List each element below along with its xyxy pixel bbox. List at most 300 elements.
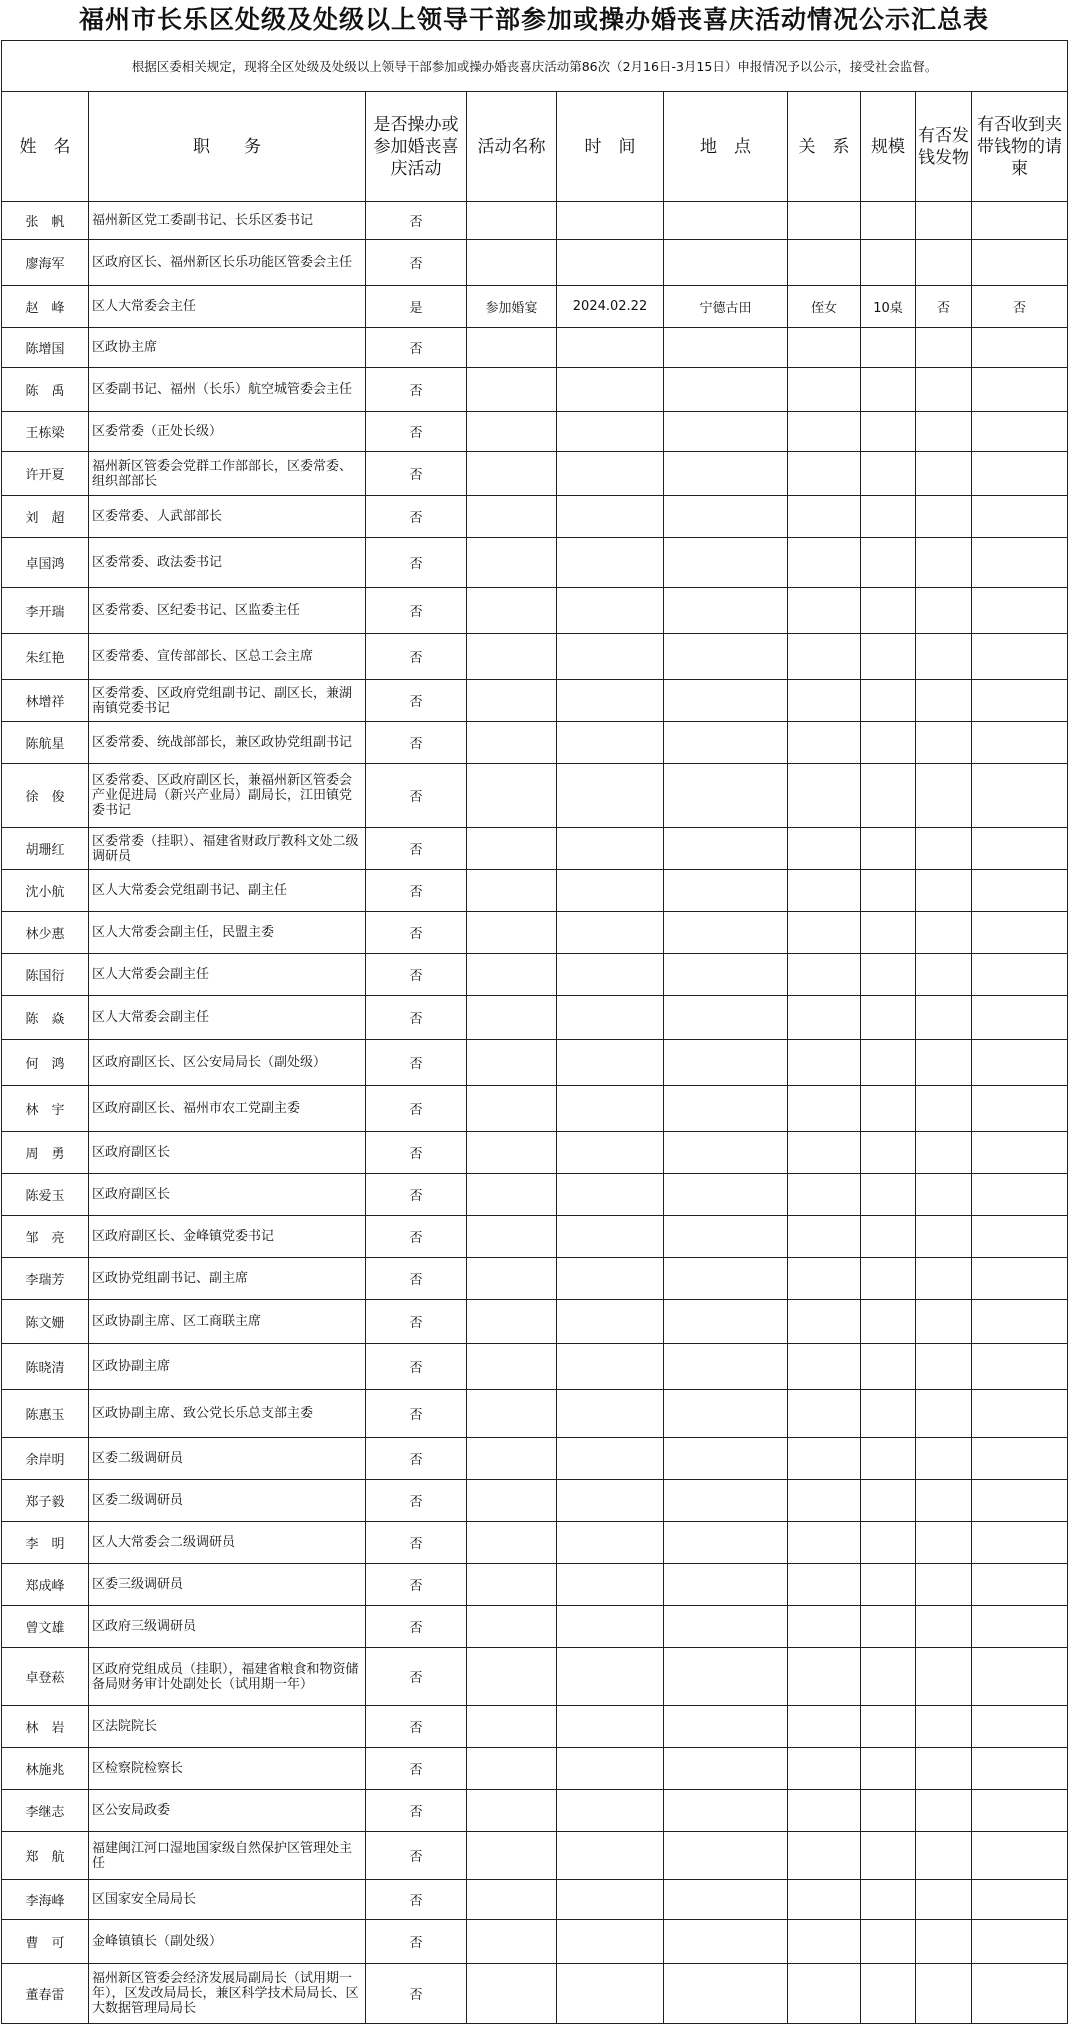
cell-money [916,1216,972,1258]
cell-activity [467,1174,557,1216]
cell-activity [467,496,557,538]
cell-name: 曹 可 [2,1920,89,1964]
cell-post: 区政府副区长、金峰镇党委书记 [89,1216,366,1258]
cell-scale [861,1132,916,1174]
cell-scale [861,1880,916,1920]
cell-time [557,1790,664,1832]
cell-flag: 否 [366,1438,467,1480]
cell-scale [861,1564,916,1606]
cell-scale [861,240,916,286]
cell-scale [861,1300,916,1344]
cell-place [664,1344,788,1390]
cell-post: 区委常委、统战部部长，兼区政协党组副书记 [89,722,366,764]
cell-flag: 否 [366,1920,467,1964]
table-row [2,1706,1068,1748]
cell-place [664,996,788,1040]
cell-activity [467,452,557,496]
cell-money [916,1564,972,1606]
cell-money [916,1344,972,1390]
cell-relation [788,1300,861,1344]
cell-invite [972,1390,1068,1438]
cell-place: 宁德古田 [664,286,788,328]
cell-scale [861,452,916,496]
cell-flag: 否 [366,1390,467,1438]
cell-invite [972,912,1068,954]
cell-flag: 否 [366,328,467,368]
cell-place [664,1564,788,1606]
cell-place [664,1920,788,1964]
cell-invite [972,1132,1068,1174]
cell-money [916,1438,972,1480]
cell-relation [788,588,861,634]
cell-flag: 否 [366,368,467,412]
cell-post: 区委常委（挂职）、福建省财政厅教科文处二级调研员 [89,828,366,870]
cell-relation [788,996,861,1040]
cell-flag: 否 [366,1480,467,1522]
cell-relation [788,1174,861,1216]
cell-post: 区政府区长、福州新区长乐功能区管委会主任 [89,240,366,286]
cell-flag: 否 [366,722,467,764]
table-row [2,1438,1068,1480]
cell-time [557,996,664,1040]
cell-time [557,1344,664,1390]
cell-relation [788,1648,861,1706]
cell-money [916,1522,972,1564]
cell-time [557,912,664,954]
cell-name: 刘 超 [2,496,89,538]
cell-place [664,1880,788,1920]
cell-relation [788,1086,861,1132]
cell-post: 区委二级调研员 [89,1480,366,1522]
cell-flag: 否 [366,1606,467,1648]
table-row [2,240,1068,286]
cell-activity [467,1522,557,1564]
cell-place [664,328,788,368]
cell-name: 卓国鸿 [2,538,89,588]
cell-scale [861,588,916,634]
cell-place [664,1706,788,1748]
cell-money [916,368,972,412]
cell-time [557,538,664,588]
cell-place [664,1748,788,1790]
cell-flag: 否 [366,412,467,452]
table-row [2,764,1068,828]
table-row [2,1216,1068,1258]
cell-post: 区委常委、区政府党组副书记、副区长，兼湖南镇党委书记 [89,680,366,722]
cell-time [557,1086,664,1132]
cell-place [664,1216,788,1258]
table-row [2,588,1068,634]
cell-name: 董春雷 [2,1964,89,2024]
cell-scale [861,328,916,368]
cell-scale [861,1174,916,1216]
cell-invite [972,368,1068,412]
cell-place [664,1964,788,2024]
cell-activity [467,1132,557,1174]
cell-place [664,240,788,286]
cell-activity [467,1706,557,1748]
cell-activity [467,1748,557,1790]
cell-place [664,1390,788,1438]
header-row [2,92,1068,202]
cell-name: 陈增国 [2,328,89,368]
cell-time [557,954,664,996]
cell-name: 李继志 [2,1790,89,1832]
cell-name: 林 岩 [2,1706,89,1748]
cell-money [916,1086,972,1132]
cell-activity [467,1086,557,1132]
cell-relation [788,870,861,912]
header-scale: 规模 [861,92,916,202]
cell-flag: 否 [366,1648,467,1706]
cell-money [916,538,972,588]
cell-place [664,412,788,452]
cell-activity [467,1564,557,1606]
header-time: 时 间 [557,92,664,202]
cell-activity [467,1832,557,1880]
cell-invite [972,1344,1068,1390]
cell-flag: 否 [366,634,467,680]
cell-place [664,1790,788,1832]
cell-name: 卓登菘 [2,1648,89,1706]
cell-money [916,1706,972,1748]
cell-name: 王栋梁 [2,412,89,452]
cell-relation [788,1748,861,1790]
cell-post: 区政府副区长、福州市农工党副主委 [89,1086,366,1132]
cell-activity [467,202,557,240]
cell-scale [861,1258,916,1300]
cell-flag: 否 [366,1300,467,1344]
cell-post: 区国家安全局局长 [89,1880,366,1920]
cell-activity [467,1344,557,1390]
cell-place [664,1040,788,1086]
cell-invite [972,1216,1068,1258]
cell-relation [788,1832,861,1880]
cell-relation [788,1390,861,1438]
cell-invite: 否 [972,286,1068,328]
cell-scale [861,1606,916,1648]
cell-time: 2024.02.22 [557,286,664,328]
cell-name: 李开瑞 [2,588,89,634]
cell-post: 区委二级调研员 [89,1438,366,1480]
cell-scale: 10桌 [861,286,916,328]
cell-flag: 否 [366,1790,467,1832]
cell-invite [972,1438,1068,1480]
cell-scale [861,1790,916,1832]
cell-place [664,368,788,412]
cell-relation [788,764,861,828]
cell-relation [788,412,861,452]
cell-money [916,1880,972,1920]
cell-activity [467,1300,557,1344]
cell-invite [972,764,1068,828]
cell-scale [861,1040,916,1086]
table-row [2,202,1068,240]
cell-scale [861,412,916,452]
cell-flag: 否 [366,828,467,870]
cell-relation [788,912,861,954]
cell-flag: 否 [366,1748,467,1790]
cell-money [916,412,972,452]
cell-time [557,1564,664,1606]
cell-money [916,1040,972,1086]
cell-scale [861,1832,916,1880]
table-row [2,1132,1068,1174]
cell-time [557,328,664,368]
cell-invite [972,828,1068,870]
cell-time [557,1390,664,1438]
cell-place [664,1132,788,1174]
cell-time [557,828,664,870]
notice-text: 根据区委相关规定，现将全区处级及处级以上领导干部参加或操办婚丧喜庆活动第86次（2月16日-3月15日）申报情况予以公示，接受社会监督。 [2,41,1068,92]
table-row [2,1480,1068,1522]
cell-activity [467,240,557,286]
cell-activity [467,870,557,912]
cell-post: 区政协副主席、致公党长乐总支部主委 [89,1390,366,1438]
cell-invite [972,1606,1068,1648]
table-row [2,1648,1068,1706]
cell-name: 余岸明 [2,1438,89,1480]
cell-invite [972,1748,1068,1790]
cell-relation [788,1132,861,1174]
cell-name: 曾文雄 [2,1606,89,1648]
table-row [2,496,1068,538]
cell-invite [972,240,1068,286]
cell-place [664,722,788,764]
cell-name: 陈 禹 [2,368,89,412]
header-relation: 关 系 [788,92,861,202]
cell-activity [467,1880,557,1920]
cell-post: 区人大常委会副主任 [89,954,366,996]
cell-relation [788,328,861,368]
cell-time [557,634,664,680]
cell-time [557,1648,664,1706]
cell-time [557,202,664,240]
cell-invite [972,1086,1068,1132]
cell-relation [788,368,861,412]
table-row [2,286,1068,328]
cell-invite [972,328,1068,368]
cell-invite [972,870,1068,912]
cell-invite [972,1706,1068,1748]
cell-relation [788,1258,861,1300]
cell-name: 陈国衍 [2,954,89,996]
cell-relation [788,1606,861,1648]
cell-time [557,1706,664,1748]
cell-activity [467,1790,557,1832]
cell-time [557,870,664,912]
cell-name: 邹 亮 [2,1216,89,1258]
table-row [2,368,1068,412]
table-row [2,1086,1068,1132]
cell-money [916,996,972,1040]
cell-relation [788,722,861,764]
cell-place [664,452,788,496]
table-row [2,1790,1068,1832]
table-row [2,1964,1068,2024]
cell-place [664,912,788,954]
cell-flag: 否 [366,240,467,286]
cell-invite [972,412,1068,452]
cell-time [557,680,664,722]
cell-flag: 否 [366,1832,467,1880]
page-title: 福州市长乐区处级及处级以上领导干部参加或操办婚丧喜庆活动情况公示汇总表 [78,5,989,34]
cell-flag: 否 [366,1174,467,1216]
cell-relation [788,1522,861,1564]
cell-relation [788,1964,861,2024]
cell-flag: 否 [366,996,467,1040]
cell-scale [861,1964,916,2024]
cell-place [664,1648,788,1706]
cell-place [664,1258,788,1300]
cell-post: 区政协主席 [89,328,366,368]
cell-name: 张 帆 [2,202,89,240]
cell-activity [467,764,557,828]
cell-flag: 否 [366,588,467,634]
cell-money [916,1606,972,1648]
cell-relation [788,1564,861,1606]
cell-invite [972,1480,1068,1522]
table-row [2,412,1068,452]
cell-time [557,1832,664,1880]
cell-name: 陈文姗 [2,1300,89,1344]
cell-place [664,634,788,680]
cell-invite [972,1964,1068,2024]
cell-place [664,1300,788,1344]
table-row [2,1522,1068,1564]
cell-relation [788,1438,861,1480]
cell-name: 陈晓清 [2,1344,89,1390]
cell-relation [788,1920,861,1964]
cell-activity [467,996,557,1040]
cell-money [916,912,972,954]
cell-post: 区检察院检察长 [89,1748,366,1790]
cell-time [557,452,664,496]
cell-name: 周 勇 [2,1132,89,1174]
cell-relation [788,634,861,680]
cell-scale [861,1438,916,1480]
cell-invite [972,1648,1068,1706]
table-row [2,722,1068,764]
cell-relation: 侄女 [788,286,861,328]
cell-invite [972,452,1068,496]
cell-money [916,1748,972,1790]
cell-money [916,452,972,496]
cell-post: 福州新区管委会经济发展局副局长（试用期一年），区发改局局长，兼区科学技术局局长、区大数据管理局局长 [89,1964,366,2024]
table-row [2,452,1068,496]
cell-place [664,1438,788,1480]
cell-post: 区政协党组副书记、副主席 [89,1258,366,1300]
cell-flag: 否 [366,1706,467,1748]
cell-scale [861,870,916,912]
cell-flag: 否 [366,1964,467,2024]
cell-time [557,1040,664,1086]
cell-post: 福州新区党工委副书记、长乐区委书记 [89,202,366,240]
cell-money [916,202,972,240]
cell-post: 区政府副区长、区公安局局长（副处级） [89,1040,366,1086]
cell-post: 区政协副主席、区工商联主席 [89,1300,366,1344]
cell-time [557,1258,664,1300]
header-post: 职 务 [89,92,366,202]
summary-table [1,40,1068,2024]
cell-activity: 参加婚宴 [467,286,557,328]
cell-money [916,764,972,828]
cell-invite [972,996,1068,1040]
cell-name: 胡珊红 [2,828,89,870]
cell-flag: 否 [366,1216,467,1258]
cell-flag: 否 [366,1564,467,1606]
cell-post: 福建闽江河口湿地国家级自然保护区管理处主任 [89,1832,366,1880]
cell-place [664,870,788,912]
cell-place [664,828,788,870]
cell-relation [788,828,861,870]
cell-post: 区人大常委会党组副书记、副主任 [89,870,366,912]
cell-flag: 否 [366,1040,467,1086]
cell-activity [467,1438,557,1480]
table-row [2,1920,1068,1964]
cell-activity [467,368,557,412]
cell-place [664,954,788,996]
cell-invite [972,680,1068,722]
table-row [2,680,1068,722]
cell-relation [788,240,861,286]
cell-scale [861,1648,916,1706]
cell-post: 金峰镇镇长（副处级） [89,1920,366,1964]
cell-scale [861,680,916,722]
cell-name: 李 明 [2,1522,89,1564]
cell-post: 区委副书记、福州（长乐）航空城管委会主任 [89,368,366,412]
cell-scale [861,538,916,588]
table-row [2,1880,1068,1920]
cell-money [916,1300,972,1344]
cell-activity [467,1920,557,1964]
cell-scale [861,954,916,996]
cell-name: 郑子毅 [2,1480,89,1522]
cell-name: 李海峰 [2,1880,89,1920]
cell-flag: 否 [366,870,467,912]
table-row [2,1390,1068,1438]
cell-relation [788,496,861,538]
cell-post: 区委常委、区纪委书记、区监委主任 [89,588,366,634]
header-money: 有否发钱发物 [916,92,972,202]
cell-scale [861,722,916,764]
cell-time [557,1132,664,1174]
cell-post: 福州新区管委会党群工作部部长，区委常委、组织部部长 [89,452,366,496]
cell-scale [861,1086,916,1132]
cell-time [557,1174,664,1216]
cell-post: 区委常委（正处长级） [89,412,366,452]
cell-scale [861,1216,916,1258]
cell-money: 否 [916,286,972,328]
table-row [2,996,1068,1040]
cell-relation [788,1706,861,1748]
cell-money [916,1832,972,1880]
cell-money [916,588,972,634]
cell-money [916,240,972,286]
cell-place [664,588,788,634]
cell-scale [861,1522,916,1564]
cell-name: 陈 焱 [2,996,89,1040]
cell-activity [467,1258,557,1300]
cell-relation [788,1344,861,1390]
header-place: 地 点 [664,92,788,202]
cell-invite [972,634,1068,680]
cell-post: 区人大常委会二级调研员 [89,1522,366,1564]
cell-post: 区人大常委会主任 [89,286,366,328]
cell-activity [467,1480,557,1522]
cell-name: 陈爱玉 [2,1174,89,1216]
cell-flag: 否 [366,1258,467,1300]
